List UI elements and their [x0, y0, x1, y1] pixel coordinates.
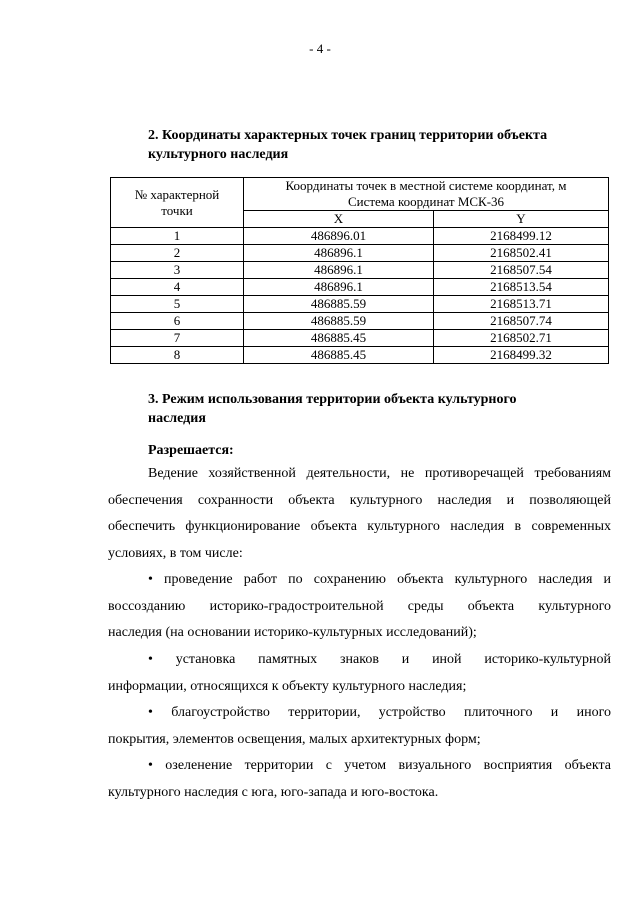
- cell-point: 2: [111, 245, 244, 262]
- table-row: [111, 296, 609, 313]
- cell-x: 486885.45: [244, 330, 434, 347]
- cell-point: 6: [111, 313, 244, 330]
- header-point-number: № характерной точки: [111, 178, 244, 228]
- cell-x: 486896.01: [244, 228, 434, 245]
- cell-y: 2168499.32: [434, 347, 609, 364]
- bullet-item: [108, 700, 611, 753]
- table-row: [111, 313, 609, 330]
- cell-y: 2168513.71: [434, 296, 609, 313]
- cell-point: 1: [111, 228, 244, 245]
- cell-point: 7: [111, 330, 244, 347]
- header-coordinates-line1: Координаты точек в местной системе координат, м: [285, 178, 567, 193]
- paragraph-line: обеспечить функционирование объекта культурного наследия в современных: [108, 519, 611, 534]
- section-3-heading-line2: наследия: [148, 411, 206, 426]
- cell-x: 486885.59: [244, 313, 434, 330]
- bullet-line: • озеленение территории с учетом визуального восприятия объекта: [148, 758, 611, 773]
- paragraph-line: Ведение хозяйственной деятельности, не противоречащей требованиям: [148, 466, 611, 481]
- section-3-heading-line1: 3. Режим использования территории объекта культурного: [148, 392, 517, 407]
- section-2-heading: [108, 126, 611, 183]
- cell-y: 2168513.54: [434, 279, 609, 296]
- cell-y: 2168502.71: [434, 330, 609, 347]
- bullet-line: покрытия, элементов освещения, малых архитектурных форм;: [108, 731, 481, 747]
- bullet-line: наследия (на основании историко-культурных исследований);: [108, 625, 477, 640]
- bullet-line: воссозданию историко-градостроительной среды объекта культурного: [108, 598, 611, 614]
- cell-x: 486896.1: [244, 245, 434, 262]
- cell-x: 486885.59: [244, 296, 434, 313]
- header-coordinates: [244, 178, 609, 211]
- bullet-item: [108, 647, 611, 700]
- bullet-item: [108, 753, 611, 806]
- cell-point: 3: [111, 262, 244, 279]
- bullet-line: • установка памятных знаков и иной историко-культурной: [148, 652, 611, 667]
- allowed-label: Разрешается:: [148, 443, 234, 458]
- bullet-line: культурного наследия с юга, юго-запада и юго-востока.: [108, 784, 439, 800]
- bullet-line: информации, относящихся к объекту культурного наследия;: [108, 678, 467, 694]
- table-row: [111, 330, 609, 347]
- cell-x: 486896.1: [244, 279, 434, 296]
- bullet-item: [108, 567, 611, 647]
- paragraph-line: обеспечения сохранности объекта культурного наследия и позволяющей: [108, 492, 611, 508]
- table-row: [111, 262, 609, 279]
- cell-y: 2168507.74: [434, 313, 609, 330]
- cell-point: 5: [111, 296, 244, 313]
- cell-point: 4: [111, 279, 244, 296]
- paragraph-line: условиях, в том числе:: [108, 545, 243, 561]
- cell-y: 2168502.41: [434, 245, 609, 262]
- intro-paragraph: [108, 461, 611, 567]
- coordinates-table: [110, 177, 609, 364]
- cell-y: 2168499.12: [434, 228, 609, 245]
- bullet-line: • благоустройство территории, устройство плиточного и иного: [148, 705, 611, 720]
- cell-y: 2168507.54: [434, 262, 609, 279]
- section-3-heading: [108, 390, 611, 447]
- section-2-heading-line1: 2. Координаты характерных точек границ территории объекта: [148, 128, 548, 143]
- cell-x: 486885.45: [244, 347, 434, 364]
- cell-point: 8: [111, 347, 244, 364]
- bullet-line: • проведение работ по сохранению объекта культурного наследия и: [148, 572, 611, 587]
- header-y: Y: [434, 211, 609, 228]
- header-x: X: [244, 211, 434, 228]
- header-coordinates-line2: Система координат МСК-36: [347, 194, 505, 209]
- section-2-heading-line2: культурного наследия: [148, 147, 289, 162]
- table-row: [111, 245, 609, 262]
- cell-x: 486896.1: [244, 262, 434, 279]
- page-number: - 4 -: [309, 41, 331, 56]
- table-row: [111, 347, 609, 364]
- table-row: [111, 228, 609, 245]
- table-row: [111, 279, 609, 296]
